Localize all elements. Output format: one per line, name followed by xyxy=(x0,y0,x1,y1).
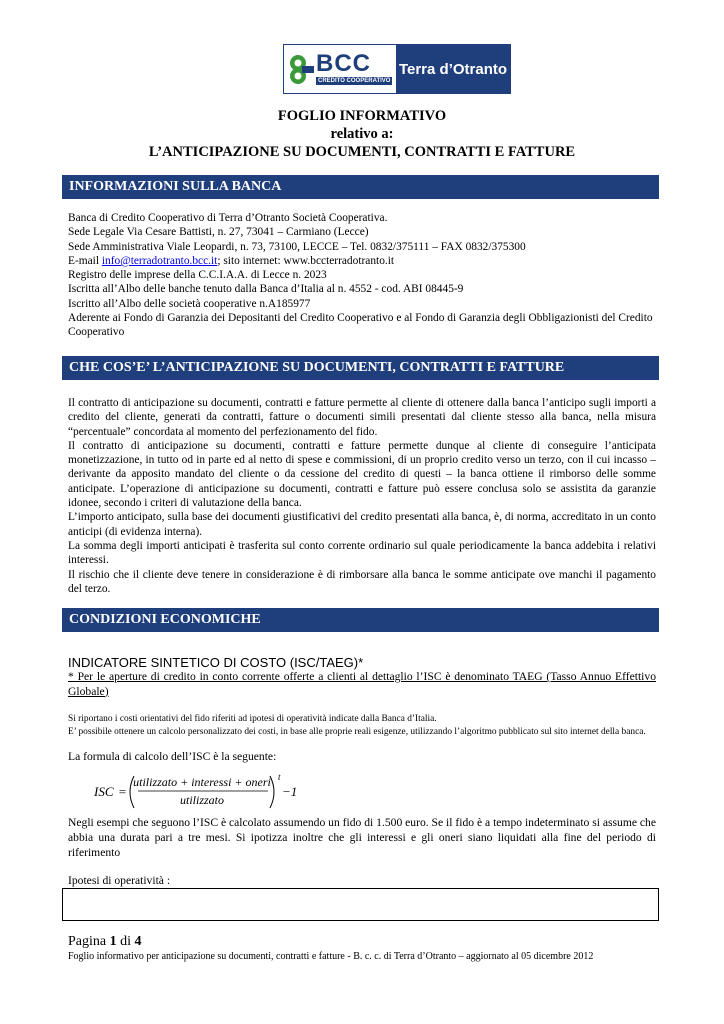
small-note: E’ possibile ottenere un calcolo personalizzato dei costi, in base alle proprie reali esigenze, utilizzando l’algoritmo pubblicato sul sito internet della banca. xyxy=(68,726,646,737)
bank-info-line: Registro delle imprese della C.C.I.A.A. di Lecce n. 2023 xyxy=(68,269,327,282)
website-text: ; sito internet: www.bccterradotranto.it xyxy=(217,254,395,267)
section-header-conditions: CONDIZIONI ECONOMICHE xyxy=(62,608,659,632)
formula-tail: −1 xyxy=(282,784,298,799)
isc-indicator-heading: INDICATORE SINTETICO DI COSTO (ISC/TAEG)* xyxy=(68,655,364,670)
bank-info-contact-line xyxy=(68,254,656,268)
section-header-what-is: CHE COS’E’ L’ANTICIPAZIONE SU DOCUMENTI, CONTRATTI E FATTURE xyxy=(62,356,659,380)
isc-footnote: * Per le aperture di credito in conto corrente offerte a clienti al dettaglio l’ISC è denominato TAEG (Tasso Annuo Effettivo Globale) xyxy=(68,670,656,698)
bank-info-line: Iscritta all’Albo delle banche tenuto dalla Banca d’Italia al n. 4552 - cod. ABI 08445-9 xyxy=(68,283,464,296)
operativity-label: Ipotesi di operatività : xyxy=(68,874,171,887)
bank-logo xyxy=(283,44,511,94)
what-is-block xyxy=(68,396,656,596)
page-total: 4 xyxy=(134,934,142,949)
section-header-bank-info: INFORMAZIONI SULLA BANCA xyxy=(62,175,659,199)
page-label: Pagina xyxy=(68,934,110,949)
formula-lhs: ISC xyxy=(94,784,114,799)
formula-label: La formula di calcolo dell’ISC è la seguente: xyxy=(68,750,277,763)
bcc-symbol-icon xyxy=(288,52,314,86)
bank-info-line: Iscritto all’Albo delle società cooperative n.A185977 xyxy=(68,297,311,310)
formula-denominator: utilizzato xyxy=(179,793,225,807)
bank-info-line: Aderente ai Fondo di Garanzia dei Depositanti del Credito Cooperativo e al Fondo di Garanzia degli Obbligazionisti del Credito Cooperativo xyxy=(68,312,653,339)
logo-bank-name: Terra d’Otranto xyxy=(396,45,510,93)
formula-exponent: t xyxy=(278,772,281,782)
footer-text: Foglio informativo per anticipazione su documenti, contratti e fatture - B. c. c. di Terra d’Otranto – aggiornato al 05 dicembre 2012 xyxy=(68,951,594,962)
logo-tagline: CREDITO COOPERATIVO xyxy=(318,78,391,84)
title-line-2: relativo a: xyxy=(330,126,394,142)
small-notes xyxy=(68,713,656,738)
email-prefix: E-mail xyxy=(68,254,102,267)
bank-info-line: Sede Legale Via Cesare Battisti, n. 27, 73041 – Carmiano (Lecce) xyxy=(68,226,369,239)
page-current: 1 xyxy=(109,934,117,949)
paragraph: L’importo anticipato, sulla base dei documenti giustificativi del credito presentati alla banca, è, di norma, accreditato in un conto anticipi (di evidenza interna). xyxy=(68,511,656,538)
page-of: di xyxy=(116,934,135,949)
paragraph: La somma degli importi anticipati è trasferita sul conto corrente ordinario sul quale periodicamente la banca addebita i relativi interessi. xyxy=(68,539,656,567)
bank-info-line: Banca di Credito Cooperativo di Terra d’Otranto Società Cooperativa. xyxy=(68,212,388,224)
formula-equals: = xyxy=(118,784,127,799)
bank-info-line: Sede Amministrativa Viale Leopardi, n. 73, 73100, LECCE – Tel. 0832/375111 – FAX 0832/375300 xyxy=(68,240,526,253)
title-line-3: L’ANTICIPAZIONE SU DOCUMENTI, CONTRATTI E FATTURE xyxy=(148,144,576,160)
isc-example-paragraph: Negli esempi che seguono l’ISC è calcolato assumendo un fido di 1.500 euro. Se il fido è a tempo indeterminato si assume che abbia una durata pari a tre mesi. Si ipotizza inoltre che gli interessi e gli oneri siano liquidati alla fine del periodo di riferimento xyxy=(68,816,656,859)
email-link[interactable]: info@terradotranto.bcc.it xyxy=(101,254,218,267)
logo-brand: BCC xyxy=(316,50,371,77)
isc-formula xyxy=(92,772,312,812)
page-number xyxy=(68,934,142,950)
title-line-1: FOGLIO INFORMATIVO xyxy=(277,108,447,124)
operativity-box xyxy=(62,888,659,921)
paragraph: Il rischio che il cliente deve tenere in considerazione è di rimborsare alla banca le somme anticipate ove manchi il pagamento del terzo. xyxy=(68,568,656,595)
paragraph: Il contratto di anticipazione su documenti, contratti e fatture permette al cliente di ottenere dalla banca l’anticipo sugli importi a credito del cliente, generati da contratti, fatture o documenti simili presentati dal cliente stesso alla banca, nella misura “percentuale” concordata al momento del perfezionamento del fido. xyxy=(68,397,656,438)
bank-info-block xyxy=(68,211,656,340)
paragraph: Il contratto di anticipazione su documenti, contratti e fatture permette dunque al cliente di conseguire l’anticipata monetizzazione, in tutto od in parte ed al netto di spese e commissioni, di un proprio credito verso un terzo, con il cui incasso – derivante da apposito mandato del cliente o da cessione del credito di questi – la banca ottiene il rimborso delle somme anticipate. L’operazione di anticipazione su documenti, contratti e fatture può essere conclusa solo se assistita da garanzie idonee, secondo i criteri di valutazione della banca. xyxy=(68,439,656,510)
logo-mark xyxy=(284,45,396,93)
formula-numerator: utilizzato + interessi + oneri xyxy=(133,775,271,789)
small-note: Si riportano i costi orientativi del fido riferiti ad ipotesi di operatività indicate dalla Banca d’Italia. xyxy=(68,714,437,724)
document-title xyxy=(0,107,724,161)
